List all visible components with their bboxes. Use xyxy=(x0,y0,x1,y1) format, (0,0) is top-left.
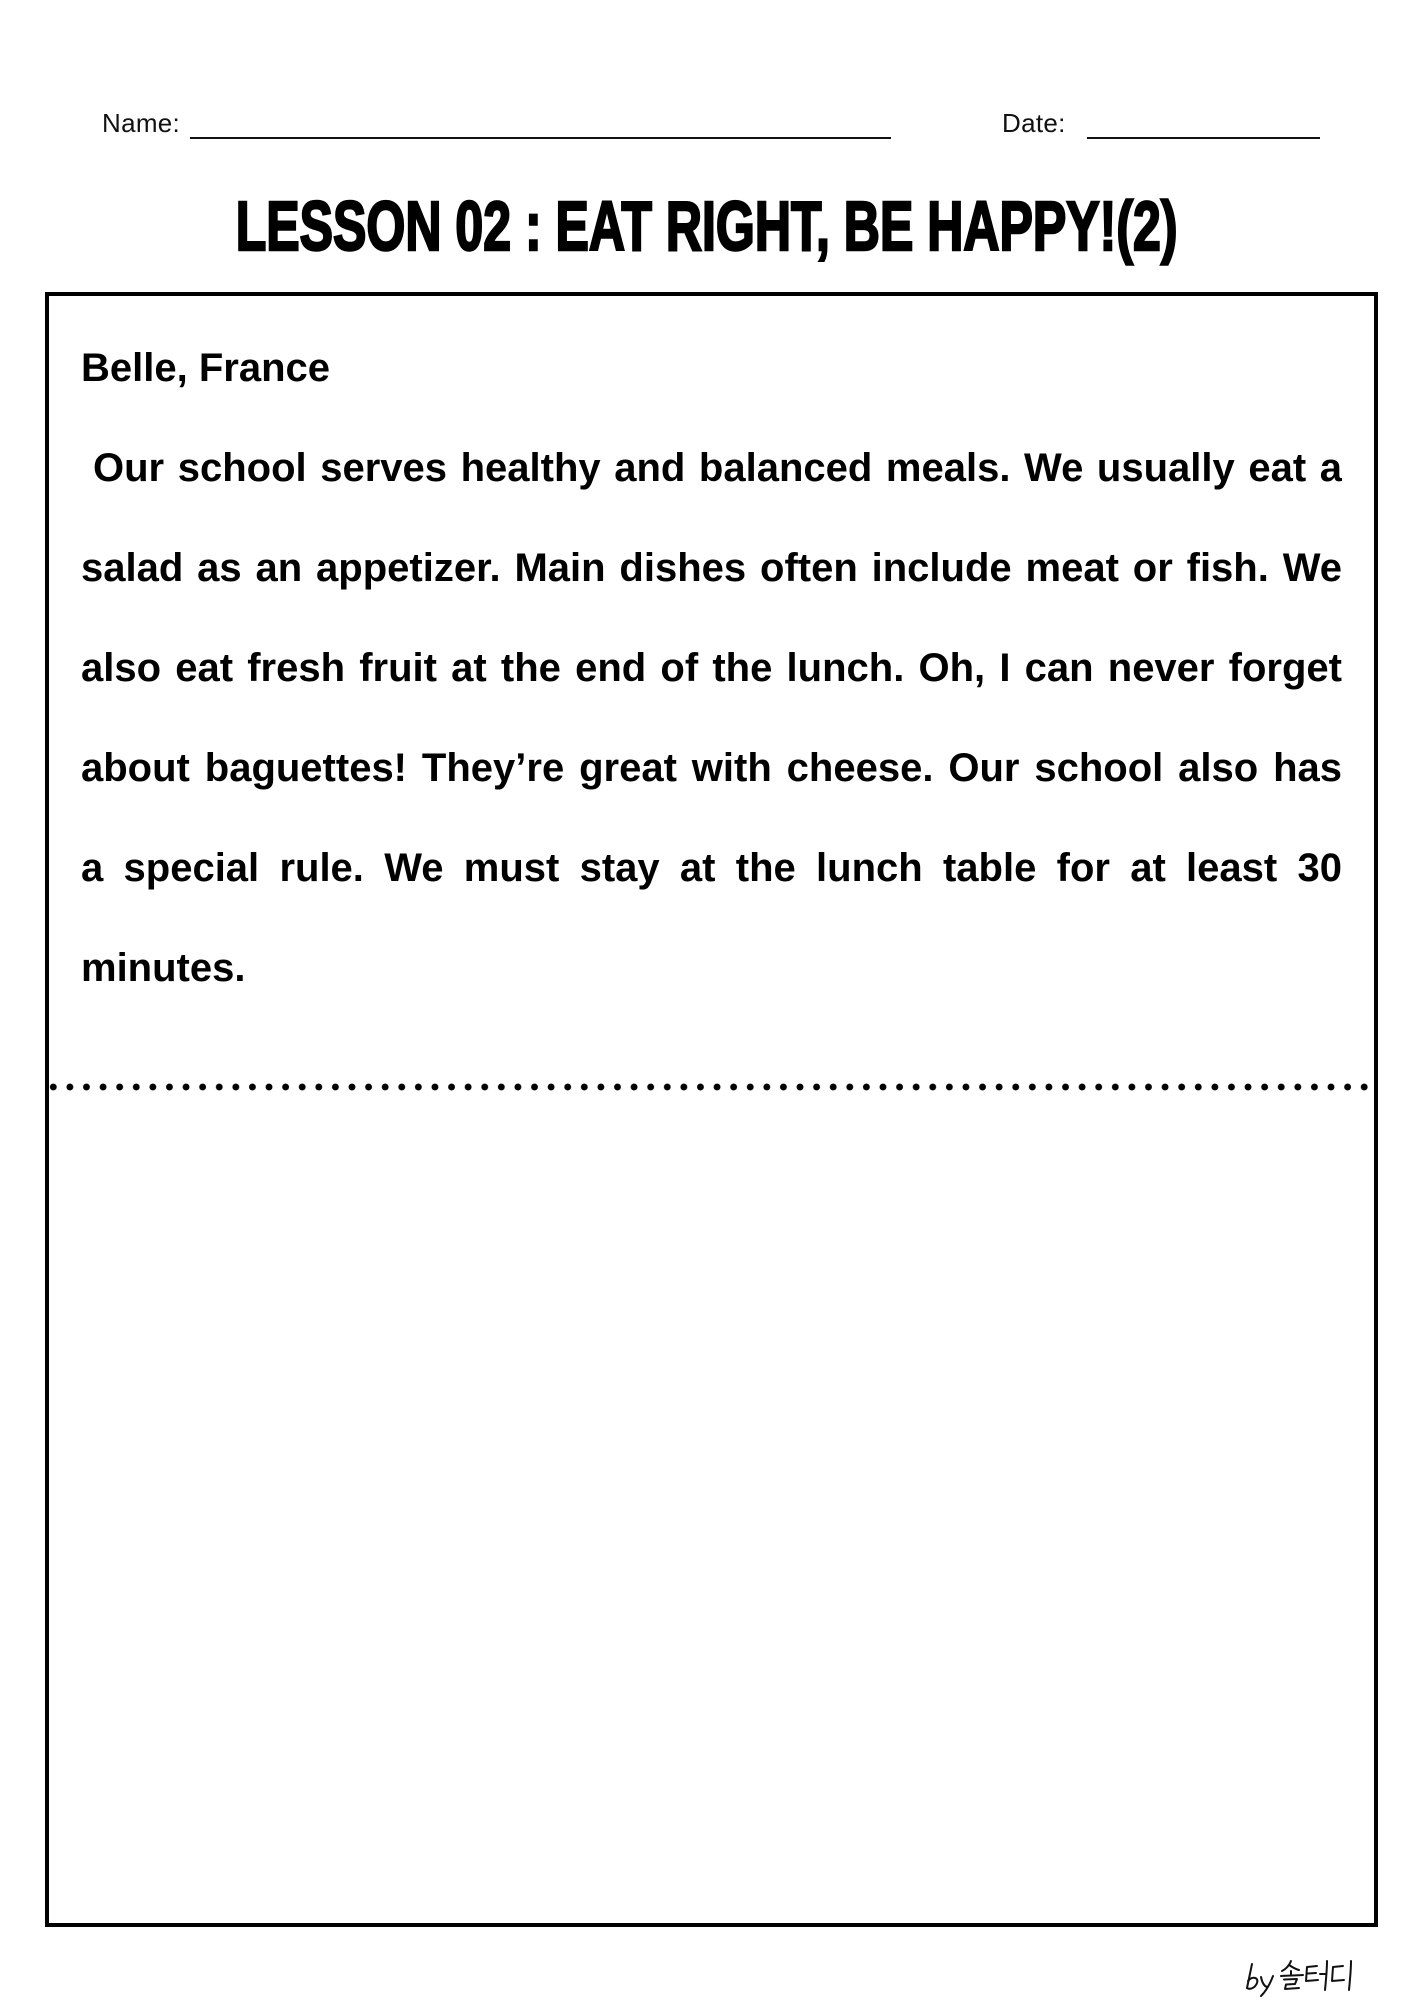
date-label: Date: xyxy=(1002,108,1066,138)
answer-writing-area xyxy=(49,1091,1374,1923)
paragraph-line: Our school serves healthy and balanced meals. We usually eat a xyxy=(93,446,1342,490)
paragraph-line: minutes. xyxy=(81,946,246,990)
paragraph-line: about baguettes! They’re great with cheese. Our school also has xyxy=(81,746,1342,790)
reading-author: Belle, France xyxy=(81,346,331,390)
date-blank-line xyxy=(1087,137,1320,139)
lesson-title-row xyxy=(0,187,1414,265)
header xyxy=(0,0,1414,160)
paragraph-line: a special rule. We must stay at the lunch table for at least 30 xyxy=(81,846,1342,890)
name-label: Name: xyxy=(102,108,181,138)
dotted-divider xyxy=(45,1083,1378,1091)
reading-box xyxy=(45,292,1378,1927)
paragraph-line: salad as an appetizer. Main dishes often include meat or fish. We xyxy=(81,546,1342,590)
reading-passage xyxy=(81,318,1342,1018)
lesson-title: LESSON 02 : EAT RIGHT, BE HAPPY!(2) xyxy=(236,187,1178,265)
name-blank-line xyxy=(190,137,891,139)
paragraph-line: also eat fresh fruit at the end of the lunch. Oh, I can never forget xyxy=(81,646,1342,690)
author-signature xyxy=(1242,1956,1364,1998)
